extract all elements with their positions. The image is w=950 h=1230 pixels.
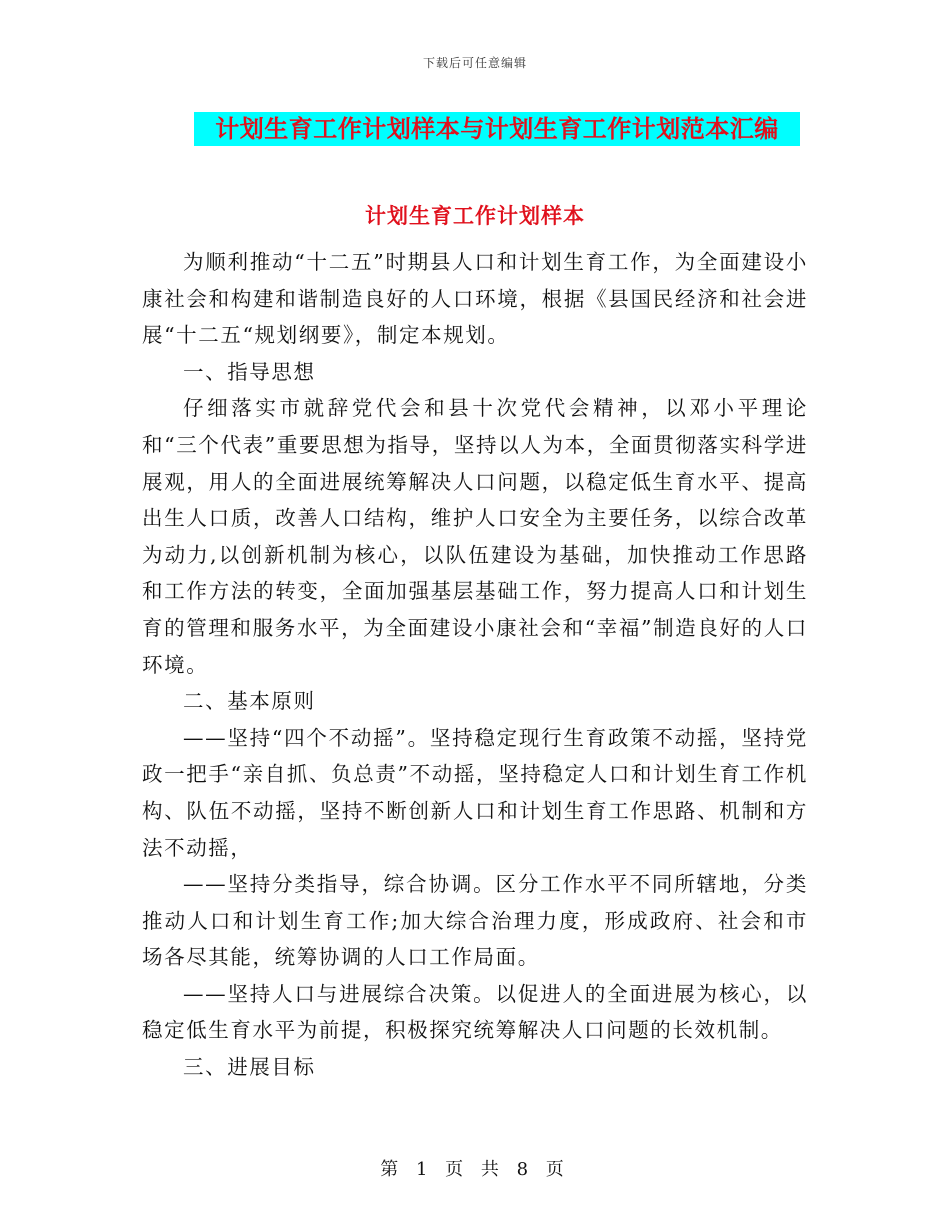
main-title: 计划生育工作计划样本与计划生育工作计划范本汇编 bbox=[215, 115, 779, 143]
heading-development-goals: 三、进展目标 bbox=[183, 1055, 316, 1080]
document-body bbox=[142, 244, 808, 1086]
paragraph-principle-2: ——坚持分类指导，综合协调。区分工作水平不同所辖地，分类推动人口和计划生育工作;加大综合治理力度，形成政府、社会和市场各尽其能，统筹协调的人口工作局面。 bbox=[142, 872, 808, 970]
paragraph-guiding-ideology: 仔细落实市就辞党代会和县十次党代会精神，以邓小平理论和“三个代表”重要思想为指导，坚持以人为本，全面贯彻落实科学进展观，用人的全面进展统筹解决人口问题，以稳定低生育水平、提高出生人口质，改善人口结构，维护人口安全为主要任务，以综合改革为动力,以创新机制为核心，以队伍建设为基础，加快推动工作思路和工作方法的转变，全面加强基层基础工作，努力提高人口和计划生育的管理和服务水平，为全面建设小康社会和“幸福”制造良好的人口环境。 bbox=[142, 396, 808, 677]
paragraph-intro: 为顺利推动“十二五”时期县人口和计划生育工作，为全面建设小康社会和构建和谐制造良好的人口环境，根据《县国民经济和社会进展“十二五“规划纲要》，制定本规划。 bbox=[142, 250, 808, 348]
section-title: 计划生育工作计划样本 bbox=[365, 204, 585, 228]
paragraph-principle-1: ——坚持“四个不动摇”。坚持稳定现行生育政策不动摇，坚持党政一把手“亲自抓、负总责”不动摇，坚持稳定人口和计划生育工作机构、队伍不动摇，坚持不断创新人口和计划生育工作思路、机制和方法不动摇， bbox=[142, 725, 808, 860]
main-title-highlight bbox=[194, 112, 800, 146]
page-number-footer: 第 1 页 共 8 页 bbox=[380, 1159, 570, 1180]
heading-guiding-ideology: 一、指导思想 bbox=[183, 359, 316, 384]
heading-basic-principles: 二、基本原则 bbox=[183, 689, 316, 714]
paragraph-principle-3: ——坚持人口与进展综合决策。以促进人的全面进展为核心，以稳定低生育水平为前提，积极探究统筹解决人口问题的长效机制。 bbox=[142, 981, 808, 1043]
page-header-note: 下载后可任意编辑 bbox=[422, 56, 527, 70]
